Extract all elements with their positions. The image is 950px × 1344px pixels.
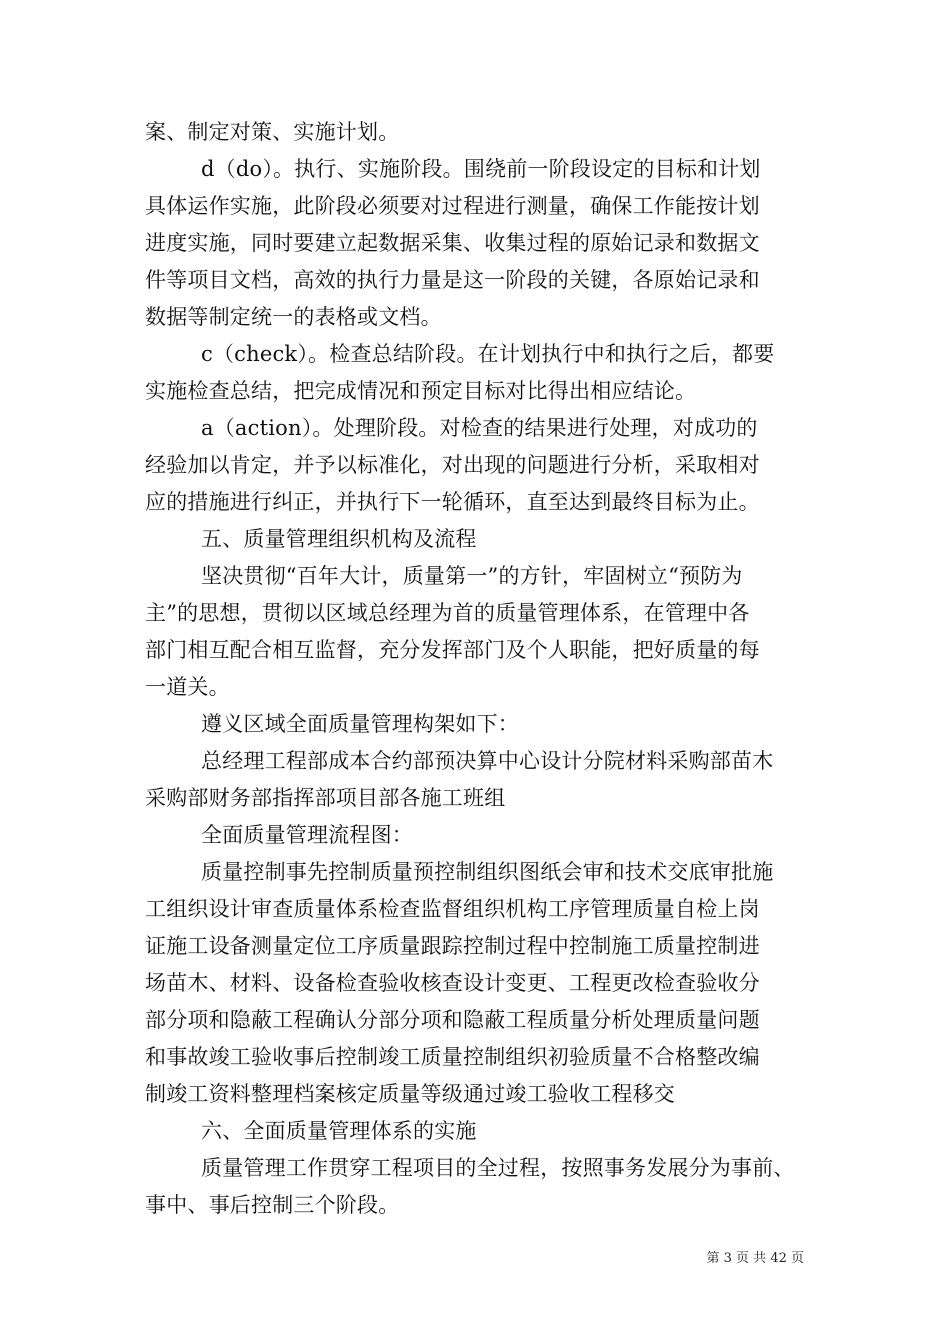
- text-line: 事中、事后控制三个阶段。: [145, 1193, 400, 1217]
- text-line: 和事故竣工验收事后控制竣工质量控制组织初验质量不合格整改编: [145, 1045, 760, 1069]
- text-line: 进度实施，同时要建立起数据采集、收集过程的原始记录和数据文: [145, 231, 760, 255]
- text-line: 质量管理工作贯穿工程项目的全过程，按照事务发展分为事前、: [201, 1156, 795, 1180]
- text-line: 总经理工程部成本合约部预决算中心设计分院材料采购部苗木: [201, 749, 774, 773]
- text-line: 应的措施进行纠正，并执行下一轮循环，直至达到最终目标为止。: [145, 490, 760, 514]
- text-line: 部门相互配合相互监督，充分发挥部门及个人职能，把好质量的每: [145, 638, 760, 662]
- text-line: 案、制定对策、实施计划。: [145, 120, 400, 144]
- text-line: 采购部财务部指挥部项目部各施工班组: [145, 786, 506, 810]
- text-line: 主”的思想，贯彻以区域总经理为首的质量管理体系，在管理中各: [145, 601, 750, 625]
- text-line: a（action）。处理阶段。对检查的结果进行处理，对成功的: [201, 416, 758, 440]
- text-line: c（check）。检查总结阶段。在计划执行中和执行之后，都要: [201, 342, 775, 366]
- text-line: 部分项和隐蔽工程确认分部分项和隐蔽工程质量分析处理质量问题: [145, 1008, 760, 1032]
- text-line: 坚决贯彻“百年大计，质量第一”的方针，牢固树立“预防为: [201, 564, 743, 588]
- text-line: 证施工设备测量定位工序质量跟踪控制过程中控制施工质量控制进: [145, 934, 760, 958]
- text-line: 遵义区域全面质量管理构架如下：: [201, 712, 519, 736]
- text-line: 数据等制定统一的表格或文档。: [145, 305, 442, 329]
- text-line: 工组织设计审查质量体系检查监督组织机构工序管理质量自检上岗: [145, 897, 760, 921]
- text-line: 件等项目文档，高效的执行力量是这一阶段的关键，各原始记录和: [145, 268, 760, 292]
- document-body: [145, 114, 809, 1224]
- text-line: 质量控制事先控制质量预控制组织图纸会审和技术交底审批施: [201, 860, 774, 884]
- section-heading: 六、全面质量管理体系的实施: [201, 1119, 477, 1143]
- text-line: 一道关。: [145, 675, 230, 699]
- text-line: 全面质量管理流程图：: [201, 823, 413, 847]
- section-heading: 五、质量管理组织机构及流程: [201, 527, 477, 551]
- text-line: 经验加以肯定，并予以标准化，对出现的问题进行分析，采取相对: [145, 453, 760, 477]
- text-line: 制竣工资料整理档案核定质量等级通过竣工验收工程移交: [145, 1082, 675, 1106]
- text-line: d（do）。执行、实施阶段。围绕前一阶段设定的目标和计划: [201, 157, 761, 181]
- text-line: 场苗木、材料、设备检查验收核查设计变更、工程更改检查验收分: [145, 971, 760, 995]
- text-line: 具体运作实施，此阶段必须要对过程进行测量，确保工作能按计划: [145, 194, 760, 218]
- page-number: 第 3 页 共 42 页: [706, 1251, 804, 1266]
- text-line: 实施检查总结，把完成情况和预定目标对比得出相应结论。: [145, 379, 697, 403]
